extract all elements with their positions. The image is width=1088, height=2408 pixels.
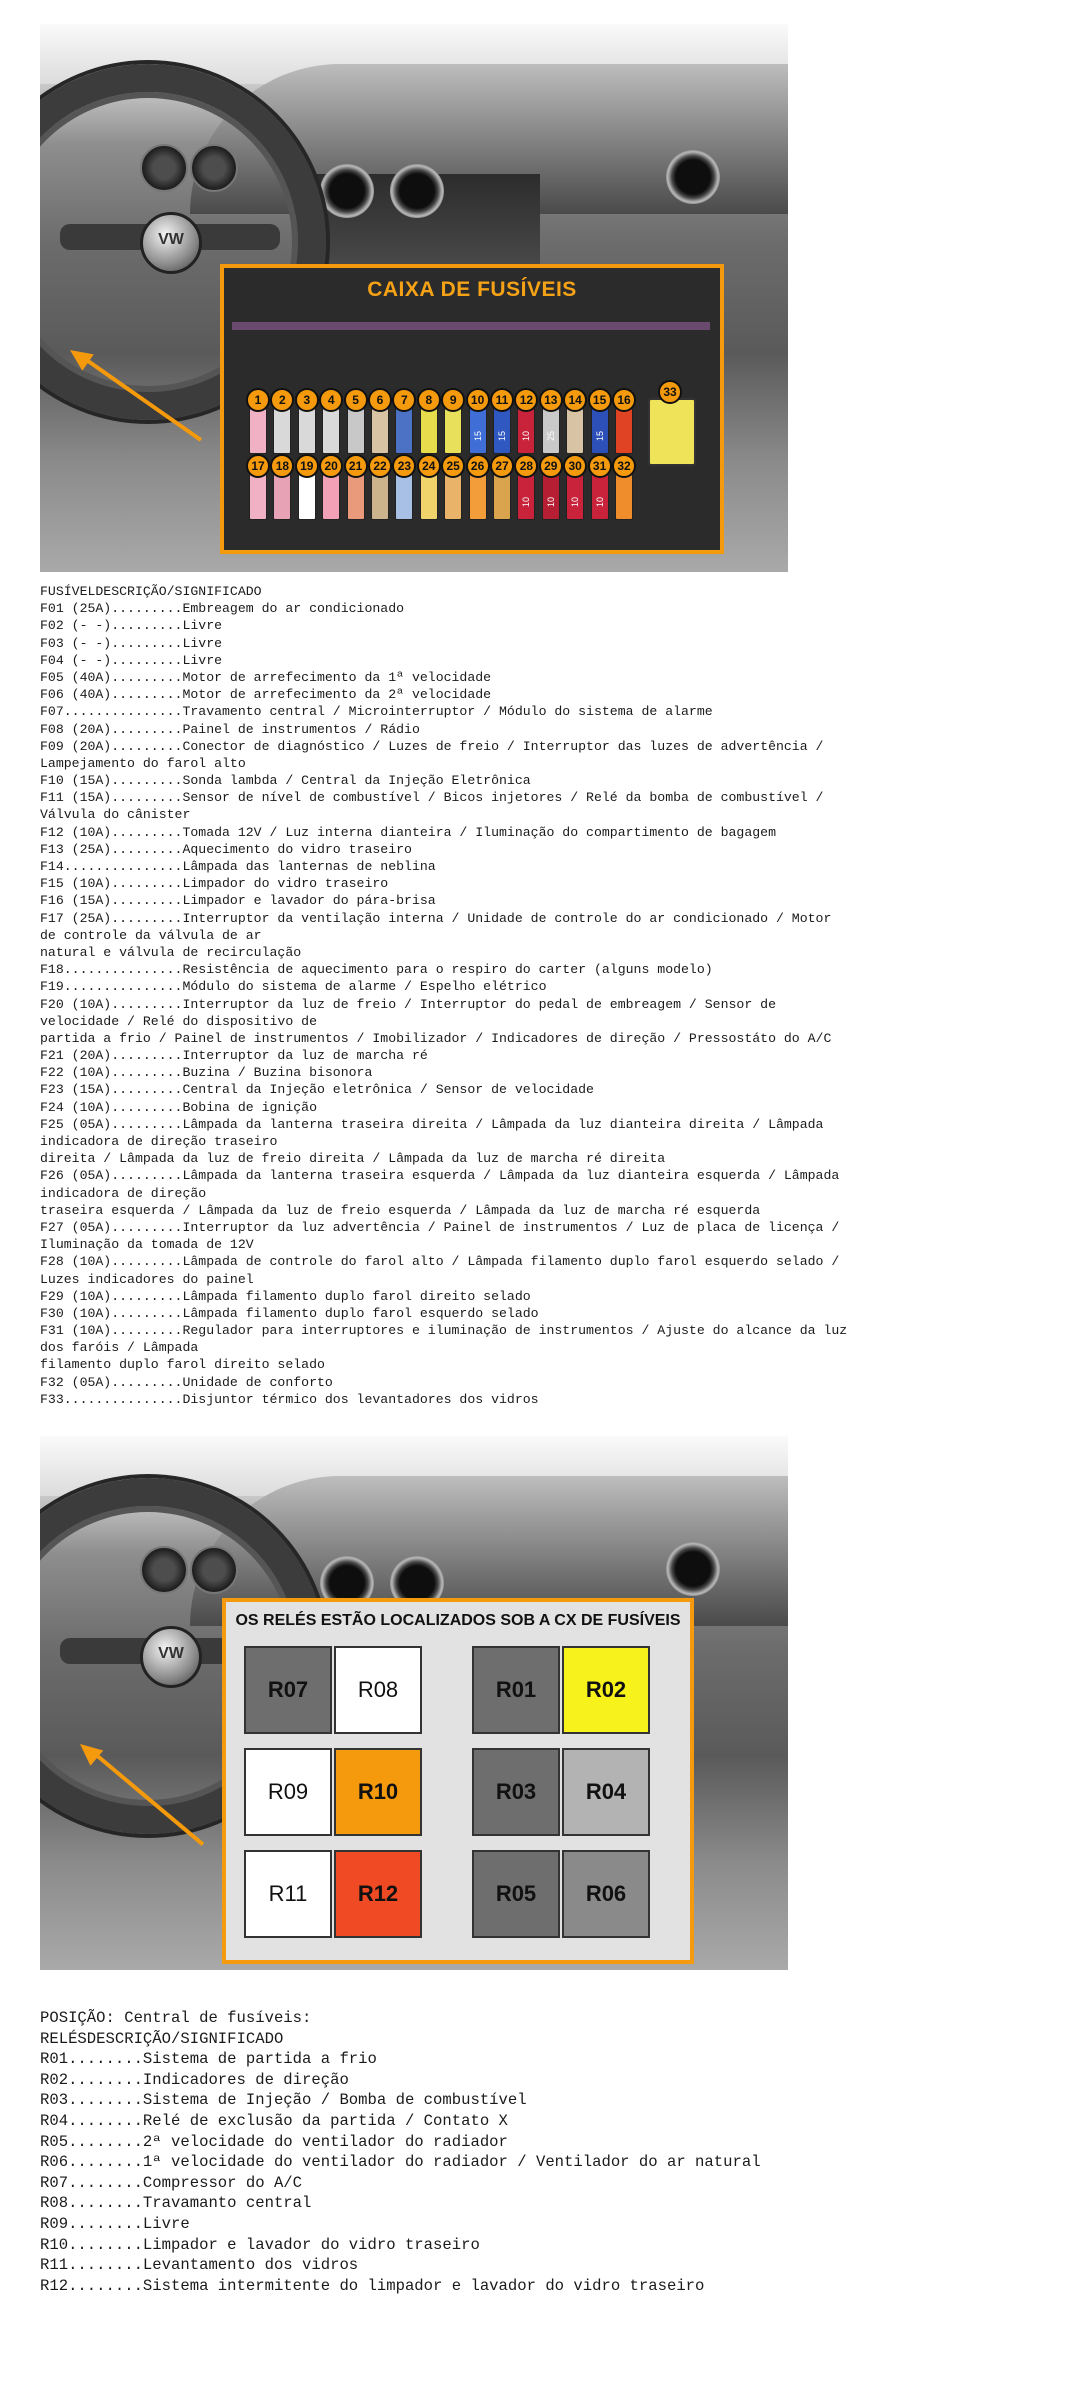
text-line: F04 (- -).........Livre [40, 652, 223, 668]
text-line: R04........Relé de exclusão da partida / Contato X [40, 2111, 508, 2130]
text-line: Iluminação da tomada de 12V [40, 1237, 254, 1253]
fuse-rating-label: 10 [545, 496, 556, 507]
fuse-28 [517, 474, 535, 520]
fuse-number-badge: 12 [514, 388, 538, 412]
text-line: F31 (10A).........Regulador para interruptores e iluminação de instrumentos / Ajuste do alcance da luz [40, 1323, 848, 1339]
text-line: RELÉSDESCRIÇÃO/SIGNIFICADO [40, 2029, 284, 2048]
fuse-box-title: CAIXA DE FUSÍVEIS [367, 278, 577, 301]
fuse-strip [232, 322, 710, 330]
text-line: F16 (15A).........Limpador e lavador do pára-brisa [40, 893, 436, 909]
fuse-25 [444, 474, 462, 520]
text-line: R09........Livre [40, 2214, 190, 2233]
text-line: F27 (05A).........Interruptor da luz advertência / Painel de instrumentos / Luz de placa de licença / [40, 1219, 840, 1235]
fuse-number-badge: 10 [466, 388, 490, 412]
fuse-11 [493, 408, 511, 454]
text-line: R07........Compressor do A/C [40, 2173, 303, 2192]
text-line: F02 (- -).........Livre [40, 618, 223, 634]
fuse-box-photo [40, 24, 788, 572]
air-vent-icon [666, 1542, 720, 1596]
fuse-rating-label: 10 [521, 430, 532, 441]
fuse-5 [347, 408, 365, 454]
relay-r09: R09 [244, 1748, 332, 1836]
relay-box-photo [40, 1436, 788, 1970]
text-line: F30 (10A).........Lâmpada filamento duplo farol esquerdo selado [40, 1305, 539, 1321]
fuse-16 [615, 408, 633, 454]
fuse-23 [395, 474, 413, 520]
fuse-rating-label: 15 [497, 430, 507, 441]
fuse-rating-label: 10 [521, 496, 532, 507]
fuse-15 [591, 408, 609, 454]
relay-r02: R02 [562, 1646, 650, 1734]
text-line: de controle da válvula de ar [40, 927, 262, 943]
fuse-number-badge: 4 [319, 388, 343, 412]
fuse-number-badge: 19 [295, 454, 319, 478]
fuse-7 [395, 408, 413, 454]
fuse-number-badge: 14 [563, 388, 587, 412]
fuse-number-badge: 20 [319, 454, 343, 478]
text-line: F25 (05A).........Lâmpada da lanterna traseira direita / Lâmpada da luz dianteira direita / Lâmpada [40, 1116, 824, 1132]
air-vent-icon [666, 150, 720, 204]
fuse-18 [273, 474, 291, 520]
fuse-rating-label: 10 [594, 496, 605, 507]
text-line: F10 (15A).........Sonda lambda / Central da Injeção Eletrônica [40, 773, 531, 789]
air-vent-icon [320, 164, 374, 218]
fuse-number-badge: 29 [539, 454, 563, 478]
text-line: F06 (40A).........Motor de arrefecimento da 2ª velocidade [40, 687, 492, 703]
fuse-21 [347, 474, 365, 520]
text-line: F18...............Resistência de aquecimento para o respiro do carter (alguns modelo) [40, 962, 713, 978]
fuse-number-badge: 15 [588, 388, 612, 412]
fuse-24 [420, 474, 438, 520]
text-line: R12........Sistema intermitente do limpador e lavador do vidro traseiro [40, 2276, 705, 2295]
text-line: F24 (10A).........Bobina de ignição [40, 1099, 317, 1115]
text-line: F14...............Lâmpada das lanternas de neblina [40, 859, 436, 874]
text-line: F29 (10A).........Lâmpada filamento duplo farol direito selado [40, 1288, 531, 1304]
fuse-number-badge: 11 [490, 388, 514, 412]
fuse-description-list [40, 583, 1040, 1408]
fuse-number-badge: 33 [658, 380, 682, 404]
text-line: R08........Travamanto central [40, 2194, 312, 2213]
text-line: R02........Indicadores de direção [40, 2070, 349, 2089]
text-line: POSIÇÃO: Central de fusíveis: [40, 2009, 312, 2027]
fuse-number-badge: 13 [539, 388, 563, 412]
vw-logo-icon [140, 1626, 202, 1688]
text-line: R05........2ª velocidade do ventilador do radiador [40, 2132, 508, 2151]
text-line: F19...............Módulo do sistema de alarme / Espelho elétrico [40, 979, 547, 995]
fuse-number-badge: 30 [563, 454, 587, 478]
fuse-30 [566, 474, 584, 520]
fuse-number-badge: 5 [344, 388, 368, 412]
text-line: natural e válvula de recirculação [40, 944, 302, 960]
relay-r11: R11 [244, 1850, 332, 1938]
fuse-14 [566, 408, 584, 454]
fuse-number-badge: 3 [295, 388, 319, 412]
fuse-27 [493, 474, 511, 520]
fuse-12 [517, 408, 535, 454]
fuse-number-badge: 27 [490, 454, 514, 478]
text-line: F17 (25A).........Interruptor da ventilação interna / Unidade de controle do ar condicionado / Motor [40, 910, 832, 926]
relay-r12: R12 [334, 1850, 422, 1938]
fuse-number-badge: 24 [417, 454, 441, 478]
relay-r07: R07 [244, 1646, 332, 1734]
text-line: indicadora de direção [40, 1185, 207, 1201]
fuse-number-badge: 28 [514, 454, 538, 478]
fuse-29 [542, 474, 560, 520]
text-line: F28 (10A).........Lâmpada de controle do farol alto / Lâmpada filamento duplo farol esquerdo selado / [40, 1254, 840, 1270]
text-line: F22 (10A).........Buzina / Buzina bisonora [40, 1065, 373, 1081]
fuse-number-badge: 8 [417, 388, 441, 412]
text-line: R11........Levantamento dos vidros [40, 2256, 359, 2275]
text-line: Luzes indicadores do painel [40, 1271, 254, 1287]
fuse-2 [273, 408, 291, 454]
fuse-6 [371, 408, 389, 454]
fuse-22 [371, 474, 389, 520]
text-line: F05 (40A).........Motor de arrefecimento da 1ª velocidade [40, 669, 492, 685]
relay-r03: R03 [472, 1748, 560, 1836]
fuse-8 [420, 408, 438, 454]
fuse-rating-label: 15 [594, 430, 605, 441]
vw-logo-icon [140, 212, 202, 274]
fuse-rating-label: 15 [472, 430, 483, 441]
text-line: F23 (15A).........Central da Injeção eletrônica / Sensor de velocidade [40, 1082, 594, 1098]
text-line: F20 (10A).........Interruptor da luz de freio / Interruptor do pedal de embreagem / Sensor de [40, 996, 776, 1012]
fuse-13 [542, 408, 560, 454]
text-line: dos faróis / Lâmpada [40, 1340, 199, 1356]
fuse-number-badge: 32 [612, 454, 636, 478]
text-line: F13 (25A).........Aquecimento do vidro traseiro [40, 841, 412, 857]
fuse-19 [298, 474, 316, 520]
text-line: indicadora de direção traseiro [40, 1134, 278, 1149]
text-line: R10........Limpador e lavador do vidro traseiro [40, 2235, 480, 2254]
fuse-number-badge: 18 [270, 454, 294, 478]
fuse-1 [249, 408, 267, 454]
fuse-number-badge: 26 [466, 454, 490, 478]
text-line: F07...............Travamento central / Microinterruptor / Módulo do sistema de alarme [40, 704, 713, 720]
relay-r04: R04 [562, 1748, 650, 1836]
relay-description-list [40, 2008, 1040, 2296]
fuse-17 [249, 474, 267, 520]
fuse-26 [469, 474, 487, 520]
text-line: F21 (20A).........Interruptor da luz de marcha ré [40, 1048, 428, 1064]
text-line: F01 (25A).........Embreagem do ar condicionado [40, 601, 405, 617]
fuse-32 [615, 474, 633, 520]
fuse-rating-label: 10 [570, 496, 581, 507]
text-line: Lampejamento do farol alto [40, 755, 246, 771]
fuse-number-badge: 1 [246, 388, 270, 412]
relay-r06: R06 [562, 1850, 650, 1938]
fuse-rating-label: 25 [545, 430, 556, 441]
text-line: F03 (- -).........Livre [40, 635, 223, 651]
text-line: R01........Sistema de partida a frio [40, 2050, 377, 2069]
relay-r01: R01 [472, 1646, 560, 1734]
text-line: Válvula do cânister [40, 807, 191, 823]
fuse-3 [298, 408, 316, 454]
text-line: R03........Sistema de Injeção / Bomba de combustível [40, 2091, 527, 2110]
fuse-number-badge: 16 [612, 388, 636, 412]
fuse-4 [322, 408, 340, 454]
relay-box-title: OS RELÉS ESTÃO LOCALIZADOS SOB A CX DE FUSÍVEIS [235, 1612, 681, 1629]
relay-box-callout [222, 1598, 694, 1964]
relay-r10: R10 [334, 1748, 422, 1836]
air-vent-icon [390, 164, 444, 218]
fuse-20 [322, 474, 340, 520]
relay-r08: R08 [334, 1646, 422, 1734]
text-line: traseira esquerda / Lâmpada da luz de freio esquerda / Lâmpada da luz de marcha ré esquerda [40, 1202, 761, 1218]
text-line: filamento duplo farol direito selado [40, 1357, 325, 1373]
fuse-number-badge: 25 [441, 454, 465, 478]
text-line: F26 (05A).........Lâmpada da lanterna traseira esquerda / Lâmpada da luz dianteira esquerda / Lâmpada [40, 1168, 840, 1184]
text-line: FUSÍVELDESCRIÇÃO/SIGNIFICADO [40, 584, 262, 599]
text-line: F09 (20A).........Conector de diagnóstico / Luzes de freio / Interruptor das luzes de advertência / [40, 738, 824, 754]
text-line: R06........1ª velocidade do ventilador do radiador / Ventilador do ar natural [40, 2153, 761, 2172]
fuse-number-badge: 9 [441, 388, 465, 412]
fuse-33 [648, 398, 696, 466]
fuse-box-callout [220, 264, 724, 554]
fuse-number-badge: 2 [270, 388, 294, 412]
text-line: F11 (15A).........Sensor de nível de combustível / Bicos injetores / Relé da bomba de combustível / [40, 790, 824, 806]
text-line: F12 (10A).........Tomada 12V / Luz interna dianteira / Iluminação do compartimento de bagagem [40, 824, 776, 840]
fuse-10 [469, 408, 487, 454]
fuse-number-badge: 17 [246, 454, 270, 478]
fuse-number-badge: 21 [344, 454, 368, 478]
fuse-number-badge: 31 [588, 454, 612, 478]
fuse-number-badge: 23 [392, 454, 416, 478]
fuse-number-badge: 22 [368, 454, 392, 478]
fuse-number-badge: 7 [392, 388, 416, 412]
fuse-9 [444, 408, 462, 454]
text-line: F08 (20A).........Painel de instrumentos / Rádio [40, 721, 420, 737]
text-line: F32 (05A).........Unidade de conforto [40, 1374, 333, 1390]
fuse-number-badge: 6 [368, 388, 392, 412]
relay-r05: R05 [472, 1850, 560, 1938]
text-line: velocidade / Relé do dispositivo de [40, 1013, 317, 1029]
text-line: F33...............Disjuntor térmico dos levantadores dos vidros [40, 1391, 539, 1407]
fuse-31 [591, 474, 609, 520]
text-line: partida a frio / Painel de instrumentos / Imobilizador / Indicadores de direção / Pressostáto do A/C [40, 1030, 832, 1046]
text-line: direita / Lâmpada da luz de freio direita / Lâmpada da luz de marcha ré direita [40, 1151, 666, 1167]
text-line: F15 (10A).........Limpador do vidro traseiro [40, 876, 389, 892]
